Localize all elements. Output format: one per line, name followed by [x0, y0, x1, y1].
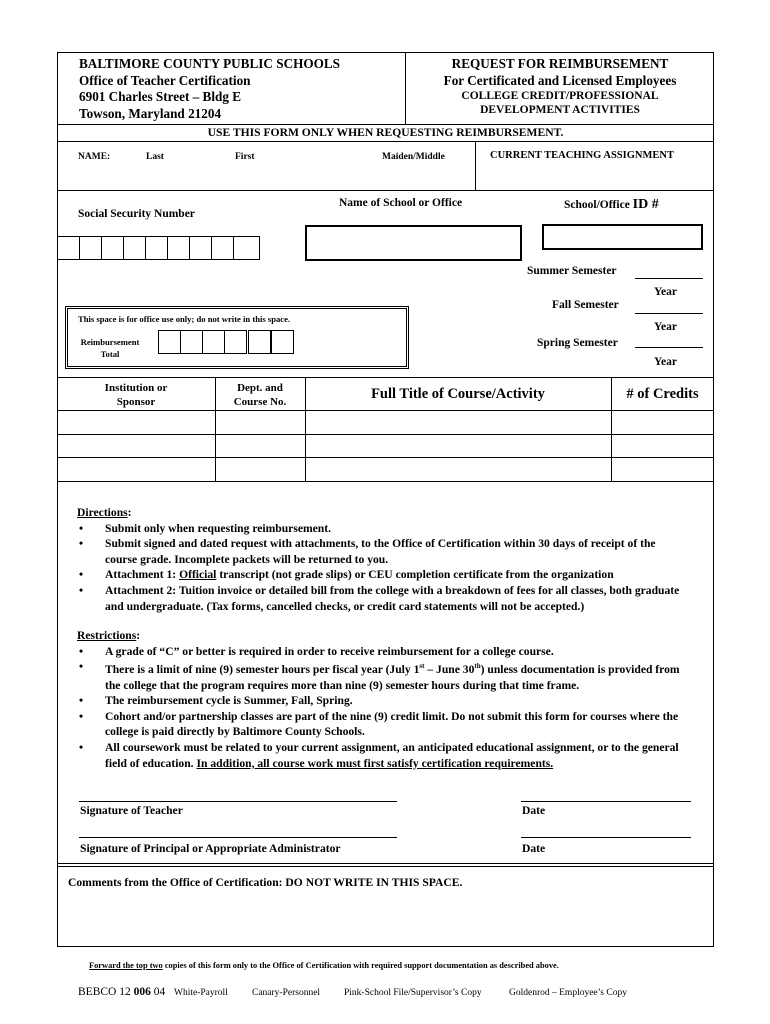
- ssn-digit[interactable]: [123, 236, 146, 260]
- name-label: NAME:: [78, 152, 111, 162]
- restrictions-section: [77, 628, 689, 771]
- code-c: 04: [150, 986, 166, 998]
- r2-sup1: st: [419, 662, 425, 671]
- school-id-label: [564, 197, 659, 213]
- r2-a: There is a limit of nine (9) semester hours per fiscal year (July 1: [105, 663, 420, 677]
- restrictions-title: [77, 628, 689, 644]
- att1-post: transcript (not grade slips) or CEU completion certificate from the organization: [216, 568, 614, 582]
- forward-note: [89, 961, 559, 970]
- list-item: [77, 567, 689, 583]
- reimb-digit: [248, 330, 271, 354]
- att1-official: Official: [179, 568, 217, 582]
- rule: [475, 141, 476, 191]
- office-use-note: This space is for office use only; do not write in this space.: [78, 314, 291, 324]
- code-b: 006: [133, 986, 151, 998]
- col-credits: # of Credits: [626, 386, 699, 402]
- col-title: Full Title of Course/Activity: [371, 386, 545, 402]
- teacher-date-label: Date: [522, 804, 546, 817]
- att1-pre: Attachment 1:: [105, 568, 180, 582]
- restrictions-colon: :: [136, 629, 141, 642]
- r5-underlined: In addition, all course work must first satisfy certification requirements.: [196, 756, 554, 770]
- spring-semester-label: Spring Semester: [537, 337, 618, 349]
- r5-a: All coursework must be related to your current assignment, an anticipated educational assignment, or to the general field of education.: [105, 741, 679, 770]
- school-id-prefix: School/Office: [564, 199, 630, 211]
- list-item: [77, 659, 689, 693]
- directions-colon: :: [127, 506, 132, 519]
- form-subtitle: For Certificated and Licensed Employees: [443, 72, 677, 88]
- forward-underlined: Forward the top two: [89, 961, 163, 970]
- reimb-digit: [180, 330, 203, 354]
- teacher-signature-label: Signature of Teacher: [80, 804, 183, 817]
- fall-semester-label: Fall Semester: [552, 299, 619, 311]
- forward-rest: copies of this form only to the Office of Certification with required support documentation as described above.: [162, 961, 559, 970]
- school-name-field[interactable]: [305, 225, 522, 261]
- ssn-digit[interactable]: [79, 236, 102, 260]
- directions-title: [77, 505, 689, 521]
- year-label: Year: [654, 356, 677, 368]
- form-subtitle-3: DEVELOPMENT ACTIVITIES: [480, 104, 640, 116]
- ssn-digit[interactable]: [233, 236, 260, 260]
- office-name: Office of Teacher Certification: [79, 72, 251, 88]
- col-course-no: [215, 381, 305, 409]
- list-item: • A grade of “C” or better is required in order to receive reimbursement for a college course.: [77, 644, 689, 660]
- teacher-signature-line[interactable]: [79, 801, 397, 802]
- org-name: BALTIMORE COUNTY PUBLIC SCHOOLS: [79, 56, 340, 71]
- col-course-2: Course No.: [233, 396, 287, 408]
- col-institution-1: Institution or: [104, 382, 168, 394]
- r2-c: ) unless documentation is provided from the college that the program requires more than nine (9) semester hours during that time frame.: [105, 663, 680, 692]
- restrictions-title-text: Restrictions: [77, 629, 137, 642]
- ssn-digit[interactable]: [57, 236, 80, 260]
- form-title: REQUEST FOR REIMBURSEMENT: [451, 56, 669, 71]
- copy-canary: Canary-Personnel: [252, 988, 321, 998]
- ssn-digit[interactable]: [211, 236, 234, 260]
- ssn-digit[interactable]: [145, 236, 168, 260]
- form-subtitle-2: COLLEGE CREDIT/PROFESSIONAL: [461, 90, 659, 102]
- reimbursement-total-label: [78, 337, 142, 360]
- assignment-label: CURRENT TEACHING ASSIGNMENT: [490, 150, 674, 161]
- summer-year-field[interactable]: [635, 278, 703, 279]
- r2-b: – June 30: [424, 663, 475, 677]
- first-label: First: [235, 152, 255, 162]
- ssn-label: Social Security Number: [78, 208, 195, 220]
- fall-year-field[interactable]: [635, 313, 703, 314]
- reimb-digit: [202, 330, 225, 354]
- teacher-date-line[interactable]: [521, 801, 691, 802]
- directions-section: [77, 505, 689, 614]
- summer-semester-label: Summer Semester: [527, 265, 617, 277]
- header-right: [406, 56, 714, 117]
- reimb-line-1: Reimbursement: [80, 337, 140, 347]
- principal-signature-label: Signature of Principal or Appropriate Administrator: [80, 842, 341, 855]
- principal-date-label: Date: [522, 842, 546, 855]
- directions-title-text: Directions: [77, 506, 128, 519]
- school-id-suffix: ID #: [632, 197, 659, 212]
- copy-pink: Pink-School File/Supervisor’s Copy: [344, 988, 482, 998]
- rule: [57, 141, 714, 142]
- code-a: BEBCO 12: [78, 986, 134, 998]
- reimb-digit: [224, 330, 247, 354]
- col-course-1: Dept. and: [237, 382, 283, 394]
- double-rule: [57, 863, 714, 867]
- comments-label: Comments from the Office of Certification: DO NOT WRITE IN THIS SPACE.: [68, 876, 463, 889]
- list-item: • Submit only when requesting reimbursement.: [77, 521, 689, 537]
- header-left: [79, 56, 340, 122]
- usage-notice: USE THIS FORM ONLY WHEN REQUESTING REIMBURSEMENT.: [207, 126, 564, 139]
- year-label: Year: [654, 321, 677, 333]
- table-row[interactable]: [57, 458, 714, 481]
- city-address: Towson, Maryland 21204: [79, 105, 222, 121]
- list-item: • Submit signed and dated request with attachments, to the Office of Certification within 30 days of receipt of the course grade. Incomplete packets will be returned to you.: [77, 536, 689, 567]
- ssn-digit[interactable]: [167, 236, 190, 260]
- form-code: [78, 986, 165, 998]
- list-item: • Attachment 2: Tuition invoice or detailed bill from the college with a breakdown of fees for all classes, both graduate and undergraduate. (Tax forms, cancelled checks, or credit card statements will not be accepted.): [77, 583, 689, 614]
- rule: [57, 481, 714, 482]
- rule: [57, 190, 714, 191]
- year-label: Year: [654, 286, 677, 298]
- principal-signature-line[interactable]: [79, 837, 397, 838]
- reimb-line-2: Total: [100, 348, 120, 359]
- school-name-label: Name of School or Office: [339, 197, 463, 209]
- maiden-label: Maiden/Middle: [382, 152, 445, 162]
- copy-goldenrod: Goldenrod – Employee’s Copy: [509, 988, 627, 998]
- copy-white: White-Payroll: [174, 988, 228, 998]
- list-item: [77, 740, 689, 771]
- table-row[interactable]: [57, 435, 714, 457]
- reimb-digit: [271, 330, 294, 354]
- school-id-field[interactable]: [542, 224, 703, 250]
- list-item: • Cohort and/or partnership classes are part of the nine (9) credit limit. Do not submit this form for courses where the college is paid directly by Baltimore County Schools.: [77, 709, 689, 740]
- r2-sup2: th: [474, 662, 481, 671]
- col-institution: [57, 381, 215, 409]
- reimb-digit: [158, 330, 181, 354]
- street-address: 6901 Charles Street – Bldg E: [79, 89, 242, 104]
- list-item: • The reimbursement cycle is Summer, Fall, Spring.: [77, 693, 689, 709]
- principal-date-line[interactable]: [521, 837, 691, 838]
- rule: [57, 377, 714, 378]
- last-label: Last: [146, 152, 164, 162]
- spring-year-field[interactable]: [635, 347, 703, 348]
- ssn-digit[interactable]: [101, 236, 124, 260]
- ssn-digit[interactable]: [189, 236, 212, 260]
- col-institution-2: Sponsor: [116, 396, 156, 408]
- table-row[interactable]: [57, 411, 714, 434]
